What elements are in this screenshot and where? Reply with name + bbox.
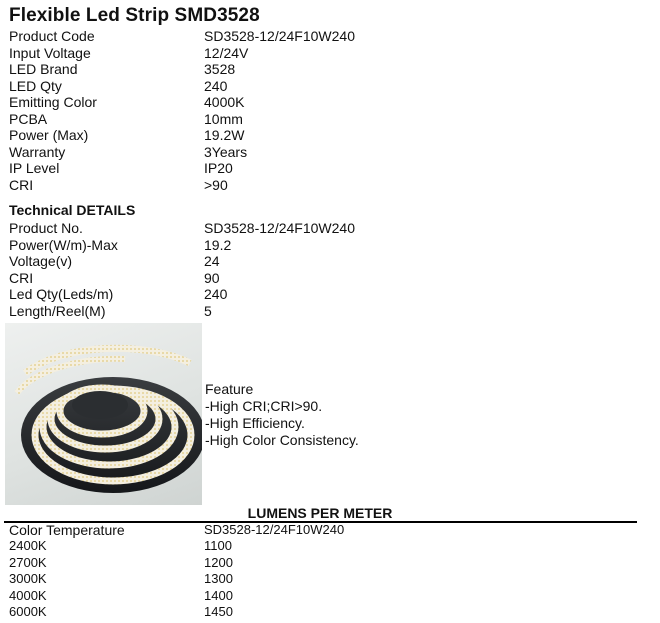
spec-label: Warranty <box>9 143 66 160</box>
tech-label: Voltage(v) <box>9 253 73 269</box>
feature-item: -High Color Consistency. <box>205 432 359 448</box>
spec-value: 3528 <box>204 61 236 77</box>
spec-value: 4000K <box>204 94 245 110</box>
spec-value: 10mm <box>204 110 243 127</box>
spec-value: 240 <box>204 77 228 94</box>
spec-label: Power (Max) <box>9 127 89 143</box>
features-heading: Feature <box>205 381 254 397</box>
tech-value: SD3528-12/24F10W240 <box>204 220 355 236</box>
spec-value: 19.2W <box>204 127 245 143</box>
spec-label: Emitting Color <box>9 94 97 110</box>
lumens-label: 3000K <box>9 571 47 587</box>
lumens-value: 1300 <box>204 571 233 587</box>
lumens-value: 1450 <box>204 603 233 619</box>
tech-value: 240 <box>204 286 228 302</box>
spec-label: LED Qty <box>9 77 62 94</box>
lumens-header-label: Color Temperature <box>9 522 125 538</box>
tech-value: 90 <box>204 269 220 286</box>
lumens-label: 2700K <box>9 554 47 570</box>
lumens-value: 1100 <box>204 538 232 554</box>
spec-value: >90 <box>204 176 228 193</box>
tech-label: CRI <box>9 269 34 286</box>
spec-label: CRI <box>9 176 34 193</box>
tech-label: Power(W/m)-Max <box>9 236 118 253</box>
lumens-label: 6000K <box>9 603 47 619</box>
tech-value: 24 <box>204 253 220 269</box>
lumens-value: 1200 <box>204 554 233 570</box>
feature-item: -High CRI;CRI>90. <box>205 398 323 414</box>
spec-label: Product Code <box>9 28 95 44</box>
spec-label: IP Level <box>9 160 60 176</box>
spec-value: SD3528-12/24F10W240 <box>204 28 355 44</box>
lumens-value: 1400 <box>204 587 233 603</box>
spec-label: Input Voltage <box>9 44 91 61</box>
technical-details-heading: Technical DETAILS <box>9 202 136 218</box>
lumens-per-meter-heading: LUMENS PER METER <box>247 505 393 521</box>
feature-item: -High Efficiency. <box>205 415 305 431</box>
spec-label: PCBA <box>9 110 48 127</box>
led-strip-reel-photo <box>5 323 202 505</box>
tech-label: Product No. <box>9 220 83 236</box>
spec-value: 3Years <box>204 143 248 160</box>
lumens-label: 4000K <box>9 587 47 603</box>
tech-value: 19.2 <box>204 236 232 253</box>
lumens-label: 2400K <box>9 538 47 554</box>
tech-label: Length/Reel(M) <box>9 302 106 319</box>
tech-label: Led Qty(Leds/m) <box>9 286 114 302</box>
spec-label: LED Brand <box>9 61 78 77</box>
tech-value: 5 <box>204 302 212 319</box>
page-title: Flexible Led Strip SMD3528 <box>9 5 260 26</box>
features-block <box>205 381 359 449</box>
spec-value: 12/24V <box>204 44 249 61</box>
lumens-header-value: SD3528-12/24F10W240 <box>204 522 345 537</box>
spec-value: IP20 <box>204 160 233 176</box>
